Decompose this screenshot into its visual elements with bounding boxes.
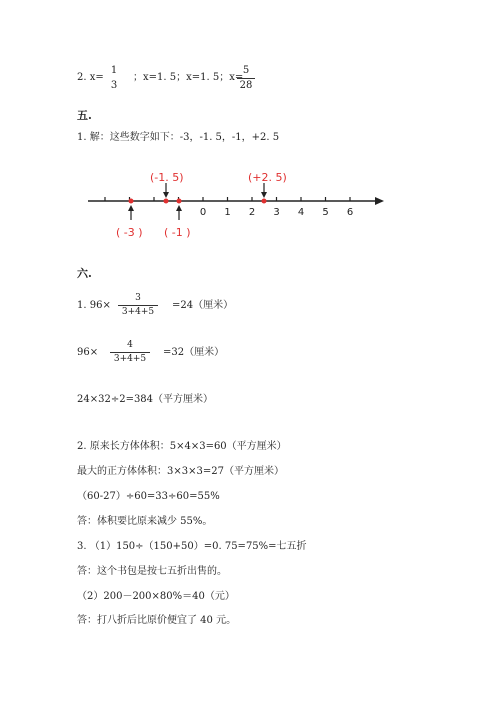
problem3-line2: （2）200－200×80%＝40（元） <box>77 591 235 602</box>
point-pos2-5 <box>262 199 267 204</box>
tick-label-6: 6 <box>346 207 354 218</box>
fraction-numerator: 1 <box>110 65 118 76</box>
point-neg1 <box>177 199 182 204</box>
section-five-heading: 五. <box>77 109 92 122</box>
fraction-numerator: 5 <box>242 65 250 76</box>
tick-label-1: 1 <box>224 207 231 218</box>
arrow-up-icon <box>128 205 134 211</box>
problem3-line1: 3. （1）150÷（150+50）=0. 75=75%=七五折 <box>77 541 307 552</box>
fraction-denominator: 3+4+5 <box>121 307 155 317</box>
fraction-denominator: 28 <box>239 80 253 91</box>
tick-label-3: 3 <box>273 207 280 218</box>
section-six-heading: 六. <box>77 267 92 280</box>
eq2-fraction <box>110 341 150 364</box>
eq2-prefix: 96× <box>77 347 99 358</box>
fraction-bar <box>118 305 158 306</box>
arrow-down-icon <box>261 192 267 198</box>
axis-arrow-icon <box>375 197 384 205</box>
number-line-figure <box>0 165 500 245</box>
arrow-up-icon <box>176 205 182 211</box>
eq3-line: 24×32÷2=384（平方厘米） <box>77 394 214 405</box>
number-line-ticks <box>105 197 353 218</box>
tick-label-0: 0 <box>199 207 207 218</box>
fraction-bar <box>110 352 150 353</box>
eq1-result: =24（厘米） <box>172 300 234 311</box>
problem2-answer: 答：体积要比原来减少 55%。 <box>77 516 213 527</box>
callout-pos2-5: (+2. 5) <box>248 171 287 184</box>
tick-label-5: 5 <box>322 207 329 218</box>
fraction-numerator: 3 <box>135 293 141 303</box>
problem2-line1: 2. 原来长方体体积：5×4×3=60（平方厘米） <box>77 441 287 452</box>
fraction-bar <box>237 78 255 79</box>
eq2-result: =32（厘米） <box>163 347 225 358</box>
eq1-fraction <box>118 294 158 317</box>
callout-neg1-5: (-1. 5) <box>150 171 184 184</box>
q2-label: 2. x= <box>77 72 104 83</box>
problem3-answer2: 答：打八折后比原价便宜了 40 元。 <box>77 615 237 626</box>
fraction-denominator: 3 <box>110 80 118 91</box>
arrow-down-icon <box>163 192 169 198</box>
fraction-bar <box>108 78 120 79</box>
q2-middle: ；x=1. 5；x=1. 5；x= <box>133 72 244 83</box>
tick-label-2: 2 <box>248 207 256 218</box>
point-neg3 <box>129 199 134 204</box>
problem2-line3: （60-27）÷60=33÷60=55% <box>77 491 220 502</box>
callout-neg1: ( -1 ) <box>164 226 191 239</box>
fraction-one-third <box>108 66 120 91</box>
fraction-numerator: 4 <box>127 340 133 350</box>
eq1-prefix: 1. 96× <box>77 300 111 311</box>
problem2-line2: 最大的正方体体积：3×3×3=27（平方厘米） <box>77 466 284 477</box>
problem3-answer1: 答：这个书包是按七五折出售的。 <box>77 566 227 577</box>
fraction-five-28 <box>237 66 255 91</box>
tick-label-4: 4 <box>297 207 305 218</box>
section-five-line: 1. 解：这些数字如下：-3，-1. 5，-1，+2. 5 <box>77 132 280 143</box>
callout-neg3: ( -3 ) <box>116 226 143 239</box>
point-neg1-5 <box>164 199 169 204</box>
fraction-denominator: 3+4+5 <box>113 354 147 364</box>
